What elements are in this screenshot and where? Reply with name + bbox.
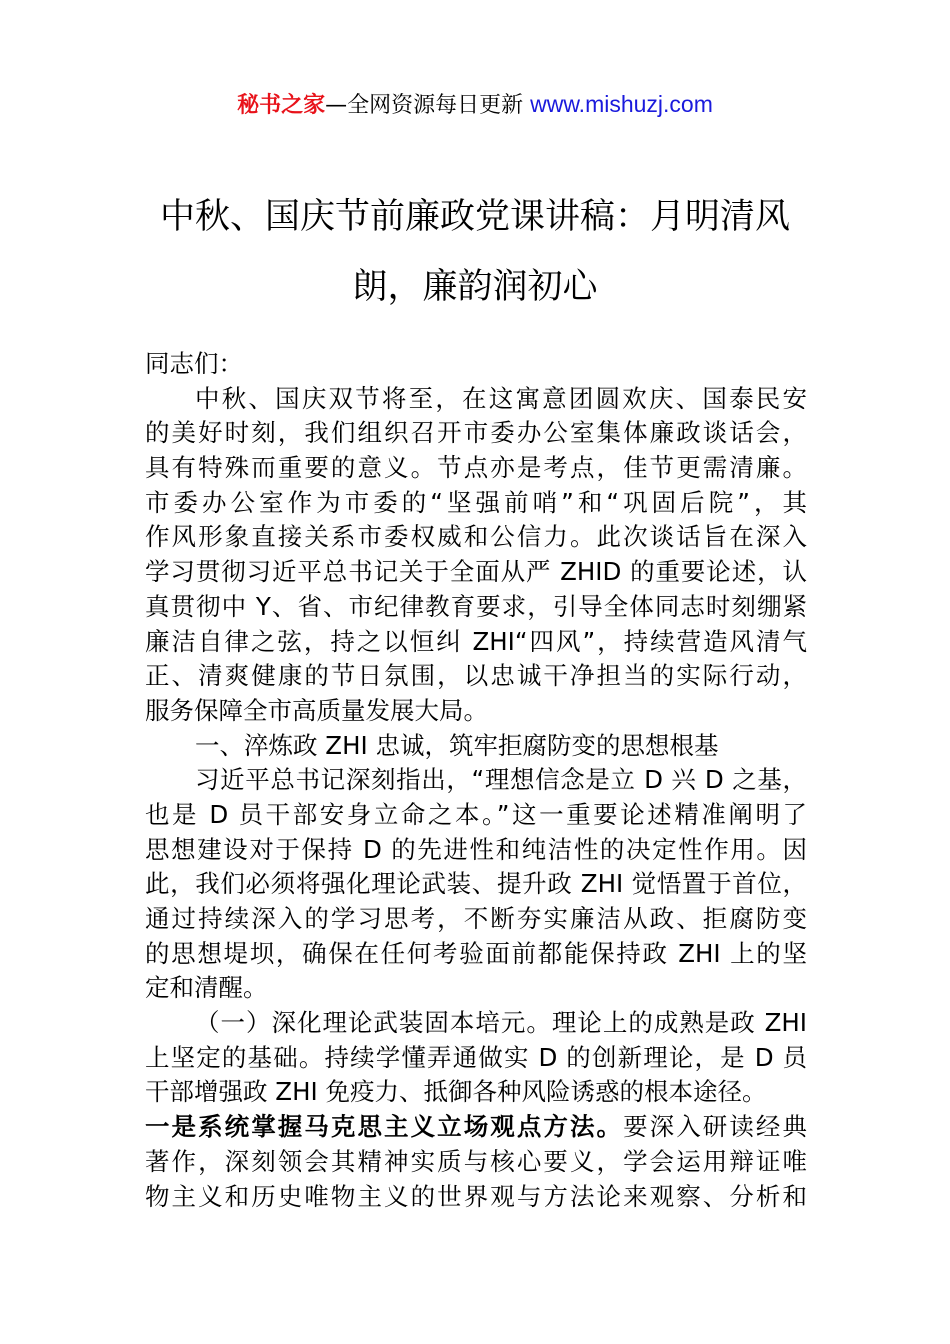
paragraph-line: 物主义和历史唯物主义的世界观与方法论来观察、分析和	[145, 1181, 807, 1211]
site-header	[0, 88, 950, 122]
paragraph-line: 作风形象直接关系市委权威和公信力。此次谈话旨在深入	[145, 522, 807, 552]
paragraph-line: 学习贯彻习近平总书记关于全面从严 ZHID 的重要论述，认	[145, 557, 807, 587]
paragraph-line: 定和清醒。	[145, 973, 268, 1003]
header-tagline: —全网资源每日更新	[325, 93, 531, 118]
document-title	[0, 182, 950, 322]
paragraph	[145, 763, 807, 1006]
paragraph-line: 干部增强政 ZHI 免疫力、抵御各种风险诱惑的根本途径。	[145, 1077, 767, 1107]
paragraph-line: 此，我们必须将强化理论武装、提升政 ZHI 觉悟置于首位，	[145, 869, 807, 899]
paragraph-line: （一）深化理论武装固本培元。理论上的成熟是政 ZHI	[195, 1008, 807, 1038]
paragraph-line: 的美好时刻，我们组织召开市委办公室集体廉政谈话会，	[145, 418, 807, 448]
paragraph-line: 上坚定的基础。持续学懂弄通做实 D 的创新理论，是 D 员	[145, 1042, 807, 1072]
paragraph-line: 习近平总书记深刻指出，“理想信念是立 D 兴 D 之基，	[195, 765, 807, 795]
paragraph-line: 通过持续深入的学习思考，不断夯实廉洁从政、拒腐防变	[145, 904, 807, 933]
paragraph-line: 市委办公室作为市委的“坚强前哨”和“巩固后院”，其	[145, 487, 807, 517]
paragraph-line: 正、清爽健康的节日氛围，以忠诚干净担当的实际行动，	[145, 661, 807, 691]
paragraph	[145, 1006, 807, 1110]
paragraph-line: 真贯彻中 Y、省、市纪律教育要求，引导全体同志时刻绷紧	[145, 591, 807, 621]
paragraph	[145, 1145, 807, 1214]
paragraph-line: 一是系统掌握马克思主义立场观点方法。要深入研读经典	[145, 1112, 807, 1142]
paragraph-line: 廉洁自律之弦，持之以恒纠 ZHI“四风”，持续营造风清气	[145, 626, 807, 656]
salutation: 同志们：	[145, 349, 243, 378]
brand-name: 秘书之家	[237, 93, 326, 118]
paragraph-line: 著作，深刻领会其精神实质与核心要义，学会运用辩证唯	[145, 1146, 807, 1176]
document-body	[145, 347, 807, 1214]
paragraph-line: 也是 D 员干部安身立命之本。”这一重要论述精准阐明了	[145, 799, 807, 829]
paragraph-line: 具有特殊而重要的意义。节点亦是考点，佳节更需清廉。	[145, 453, 807, 483]
paragraph-line: 中秋、国庆双节将至，在这寓意团圆欢庆、国泰民安	[195, 383, 807, 413]
paragraph	[145, 382, 807, 729]
paragraph-line: 服务保障全市高质量发展大局。	[145, 695, 488, 725]
title-line: 朗，廉韵润初心	[352, 267, 598, 307]
title-line: 中秋、国庆节前廉政党课讲稿：月明清风	[159, 197, 790, 237]
section-heading: 一、淬炼政 ZHI 忠诚，筑牢拒腐防变的思想根基	[195, 730, 719, 760]
paragraph-line: 的思想堤坝，确保在任何考验面前都能保持政 ZHI 上的坚	[145, 938, 807, 968]
paragraph-line: 思想建设对于保持 D 的先进性和纯洁性的决定性作用。因	[145, 834, 807, 864]
site-url-link[interactable]: www.mishuzj.com	[530, 91, 713, 117]
bold-lead: 一是系统掌握马克思主义立场观点方法。	[145, 1112, 624, 1142]
